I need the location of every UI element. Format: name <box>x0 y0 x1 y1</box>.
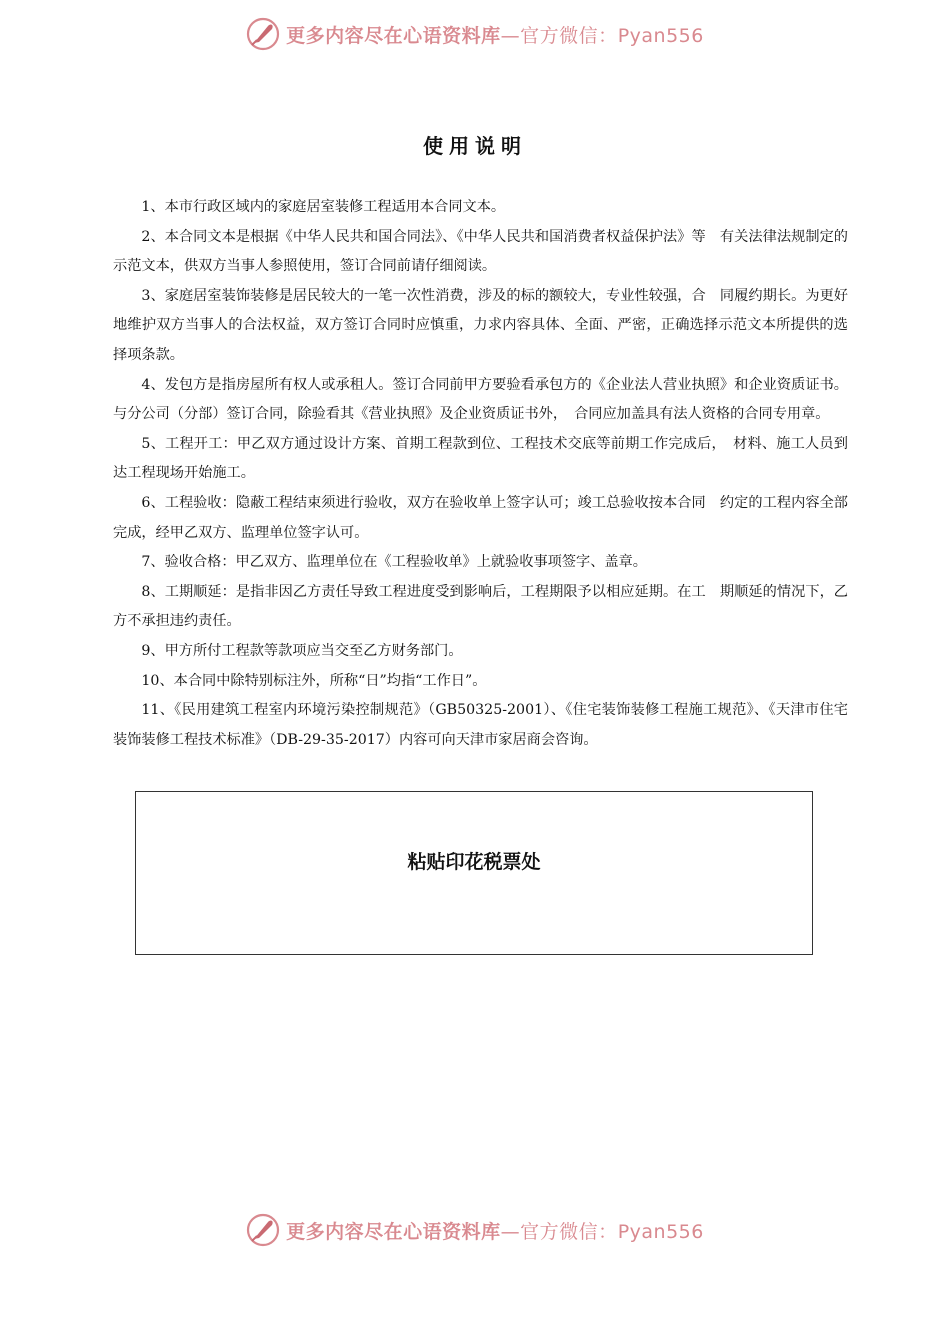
banner-separator-text: —官方微信： <box>500 1220 618 1243</box>
quill-logo-icon <box>246 17 280 51</box>
instructions-body <box>113 193 848 755</box>
tax-stamp-box <box>135 791 813 955</box>
banner-main-text: 更多内容尽在心语资料库 <box>286 1220 501 1243</box>
banner-text <box>286 1217 704 1244</box>
paragraph-4: 4、发包方是指房屋所有权人或承租人。签订合同前甲方要验看承包方的《企业法人营业执照》和企业资质证书。与分公司（分部）签订合同，除验看其《营业执照》及企业资质证书外， 合同应加盖具有法人资格的合同专用章。 <box>113 376 848 423</box>
paragraph-2: 2、本合同文本是根据《中华人民共和国合同法》、《中华人民共和国消费者权益保护法》等 有关法律法规制定的示范文本，供双方当事人参照使用，签订合同前请仔细阅读。 <box>113 228 848 275</box>
banner-separator-text: —官方微信： <box>500 24 618 47</box>
paragraph-11: 11、《民用建筑工程室内环境污染控制规范》（GB50325-2001）、《住宅装饰装修工程施工规范》、《天津市住宅装饰装修工程技术标准》（DB-29-35-2017）内容可向天津市家居商会咨询。 <box>113 702 848 748</box>
paragraph-10: 10、本合同中除特别标注外，所称“日”均指“工作日”。 <box>141 672 487 689</box>
footer-banner <box>0 1210 950 1250</box>
page-title: 使用说明 <box>423 134 527 158</box>
paragraph-3: 3、家庭居室装饰装修是居民较大的一笔一次性消费，涉及的标的额较大，专业性较强，合 同履约期长。为更好地维护双方当事人的合法权益，双方签订合同时应慎重，力求内容具体、全面、严密，正确选择示范文本所提供的选择项条款。 <box>113 287 848 363</box>
banner-text <box>286 21 704 48</box>
header-banner <box>0 14 950 54</box>
paragraph-7: 7、验收合格：甲乙双方、监理单位在《工程验收单》上就验收事项签字、盖章。 <box>141 554 647 571</box>
paragraph-1: 1、本市行政区域内的家庭居室装修工程适用本合同文本。 <box>141 199 506 215</box>
quill-logo-icon <box>246 1213 280 1247</box>
tax-stamp-label: 粘贴印花税票处 <box>407 851 541 873</box>
paragraph-6: 6、工程验收：隐蔽工程结束须进行验收，双方在验收单上签字认可；竣工总验收按本合同 约定的工程内容全部完成，经甲乙双方、监理单位签字认可。 <box>113 494 848 541</box>
paragraph-5: 5、工程开工：甲乙双方通过设计方案、首期工程款到位、工程技术交底等前期工作完成后， 材料、施工人员到达工程现场开始施工。 <box>113 435 848 482</box>
banner-main-text: 更多内容尽在心语资料库 <box>286 24 501 47</box>
paragraph-8: 8、工期顺延：是指非因乙方责任导致工程进度受到影响后，工程期限予以相应延期。在工 期顺延的情况下，乙方不承担违约责任。 <box>113 583 848 630</box>
banner-wechat-id: Pyan556 <box>617 24 704 47</box>
banner-wechat-id: Pyan556 <box>617 1220 704 1243</box>
paragraph-9: 9、甲方所付工程款等款项应当交至乙方财务部门。 <box>141 642 463 659</box>
